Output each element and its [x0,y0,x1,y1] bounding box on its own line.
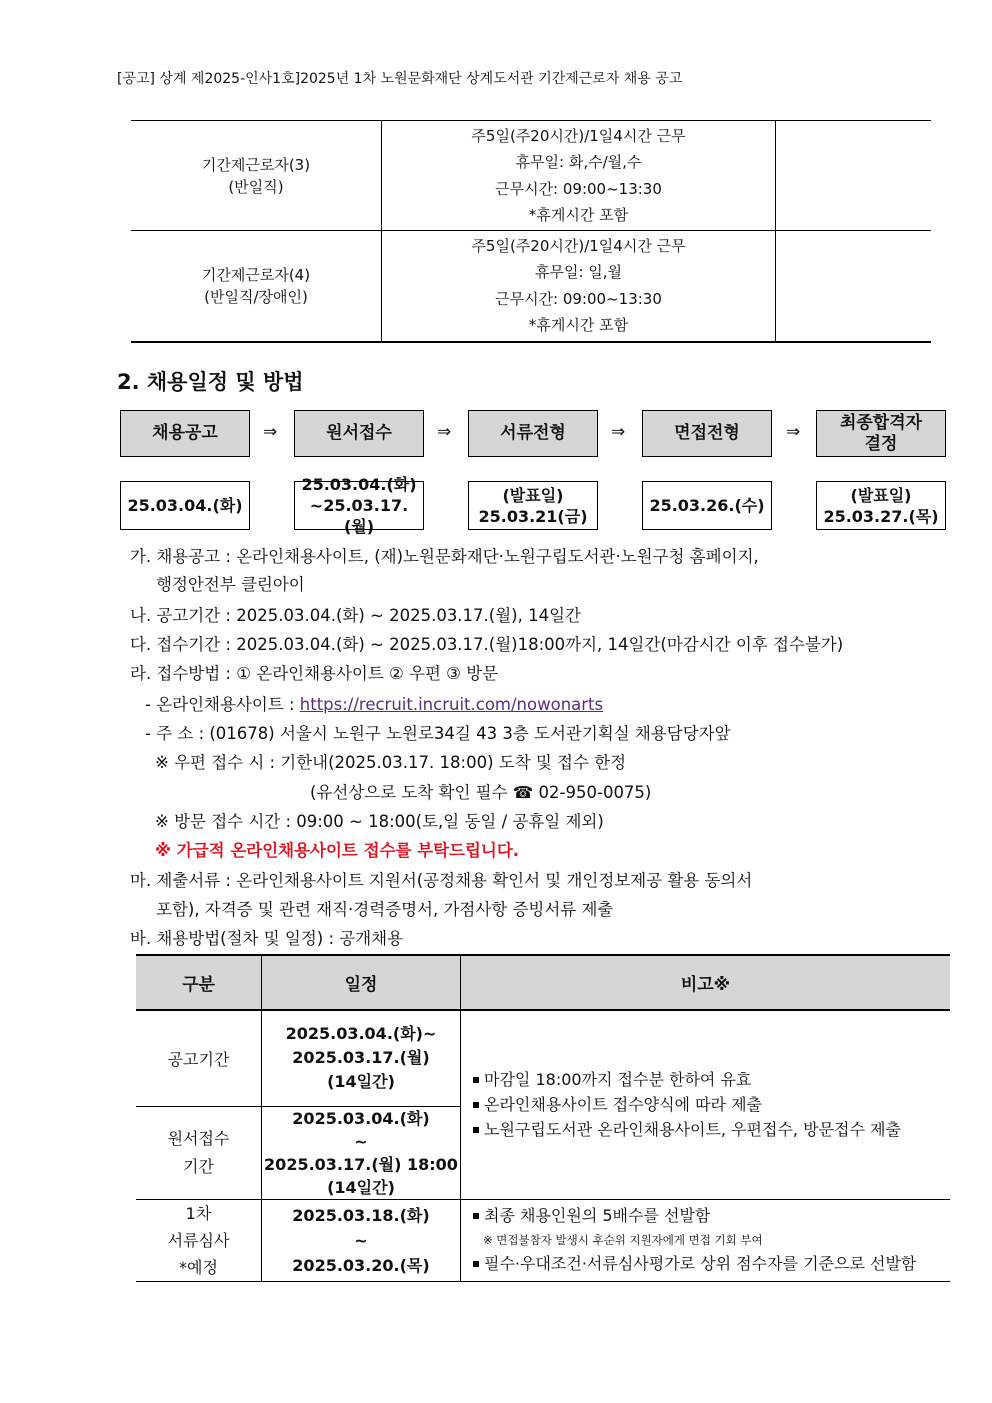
column-header: 구분 [136,955,262,1010]
visit-note: ※ 방문 접수 시간 : 09:00 ~ 18:00(토,일 동일 / 공휴일 제외) [155,812,604,831]
conditions-cell: 주5일(주20시간)/1일4시간 근무 휴무일: 화,수/월,수 근무시간: 09:00~13:30 *휴게시간 포함 [382,121,776,231]
step-box: 면접전형 [642,410,772,457]
step-box: 원서접수 [294,410,424,457]
position-cell: 기간제근로자(4) (반일직/장애인) [131,231,382,342]
section-title: 2. 채용일정 및 방법 [117,370,304,394]
step-box: 최종합격자 결정 [816,410,946,457]
mail-note: ※ 우편 접수 시 : 기한내(2025.03.17. 18:00) 도착 및 접수 한정 [155,753,627,772]
remarks-cell: 마감일 18:00까지 접수분 한하여 유효 온라인채용사이트 접수양식에 따라 제출 노원구립도서관 온라인채용사이트, 우편접수, 방문접수 제출 [461,1010,951,1199]
address-line: - 주 소 : (01678) 서울시 노원구 노원로34길 43 3층 도서관기획실 채용담당자앞 [145,724,731,743]
bullet-icon [473,1213,479,1219]
step-box: 서류전형 [468,410,598,457]
table-row [136,1199,950,1281]
recruit-link[interactable]: https://recruit.incruit.com/nowonarts [299,695,604,714]
item-da: 다. 접수기간 : 2025.03.04.(화) ~ 2025.03.17.(월)18:00까지, 14일간(마감시간 이후 접수불가) [130,635,844,654]
step-date: 25.03.26.(수) [642,481,772,530]
column-header: 비고※ [461,955,951,1010]
remarks-cell: 최종 채용인원의 5배수를 선발함 ※ 면접불참자 발생시 후순위 지원자에게 면접 기회 부여 필수·우대조건·서류심사평가로 상위 점수자를 기준으로 선발함 [461,1199,951,1281]
column-header: 일정 [262,955,461,1010]
bullet-icon [473,1127,479,1133]
page-header: [공고] 상계 제2025-인사1호]2025년 1차 노원문화재단 상계도서관 기간제근로자 채용 공고 [117,71,683,87]
schedule-table [136,954,950,1282]
schedule-cell: 2025.03.04.(화)~ 2025.03.17.(월) (14일간) [262,1010,461,1106]
item-ba: 바. 채용방법(절차 및 일정) : 공개채용 [130,929,404,948]
table-header-row [136,955,950,1010]
item-ma-cont: 포함), 자격증 및 관련 재직·경력증명서, 가점사항 증빙서류 제출 [156,900,614,919]
online-site-line: - 온라인채용사이트 : https://recruit.incruit.com/nowonarts [145,695,604,714]
step-date: (발표일) 25.03.21(금) [468,481,598,530]
bullet-icon [473,1261,479,1267]
category-cell: 1차 서류심사 *예정 [136,1199,262,1281]
item-ga: 가. 채용공고 : 온라인채용사이트, (재)노원문화재단·노원구립도서관·노원구청 홈페이지, [130,547,759,566]
online-notice: ※ 가급적 온라인채용사이트 접수를 부탁드립니다. [155,841,520,860]
table-row [136,1010,950,1106]
item-ra: 라. 접수방법 : ① 온라인채용사이트 ② 우편 ③ 방문 [130,664,499,683]
step-date: 25.03.04.(화) ~25.03.17.(월) [294,481,424,530]
table-row [131,121,931,231]
step-date: 25.03.04.(화) [120,481,250,530]
arrow-icon: ⇒ [786,422,801,442]
step-box: 채용공고 [120,410,250,457]
category-cell: 원서접수 기간 [136,1106,262,1199]
conditions-cell: 주5일(주20시간)/1일4시간 근무 휴무일: 일,월 근무시간: 09:00~13:30 *휴게시간 포함 [382,231,776,342]
position-cell: 기간제근로자(3) (반일직) [131,121,382,231]
step-date: (발표일) 25.03.27.(목) [816,481,946,530]
item-ma: 마. 제출서류 : 온라인채용사이트 지원서(공정채용 확인서 및 개인정보제공 활용 동의서 [130,871,753,890]
bullet-icon [473,1077,479,1083]
note-cell [776,231,932,342]
item-ga-cont: 행정안전부 클린아이 [156,575,305,594]
schedule-cell: 2025.03.04.(화) ~ 2025.03.17.(월) 18:00 (14일간) [262,1106,461,1199]
schedule-cell: 2025.03.18.(화) ~ 2025.03.20.(목) [262,1199,461,1281]
mail-note-cont: (유선상으로 도착 확인 필수 ☎ 02-950-0075) [310,783,652,802]
category-cell: 공고기간 [136,1010,262,1106]
item-na: 나. 공고기간 : 2025.03.04.(화) ~ 2025.03.17.(월), 14일간 [130,606,581,625]
table-row [131,231,931,342]
bullet-icon [473,1102,479,1108]
arrow-icon: ⇒ [263,422,278,442]
arrow-icon: ⇒ [611,422,626,442]
note-cell [776,121,932,231]
arrow-icon: ⇒ [437,422,452,442]
position-table [131,120,931,343]
